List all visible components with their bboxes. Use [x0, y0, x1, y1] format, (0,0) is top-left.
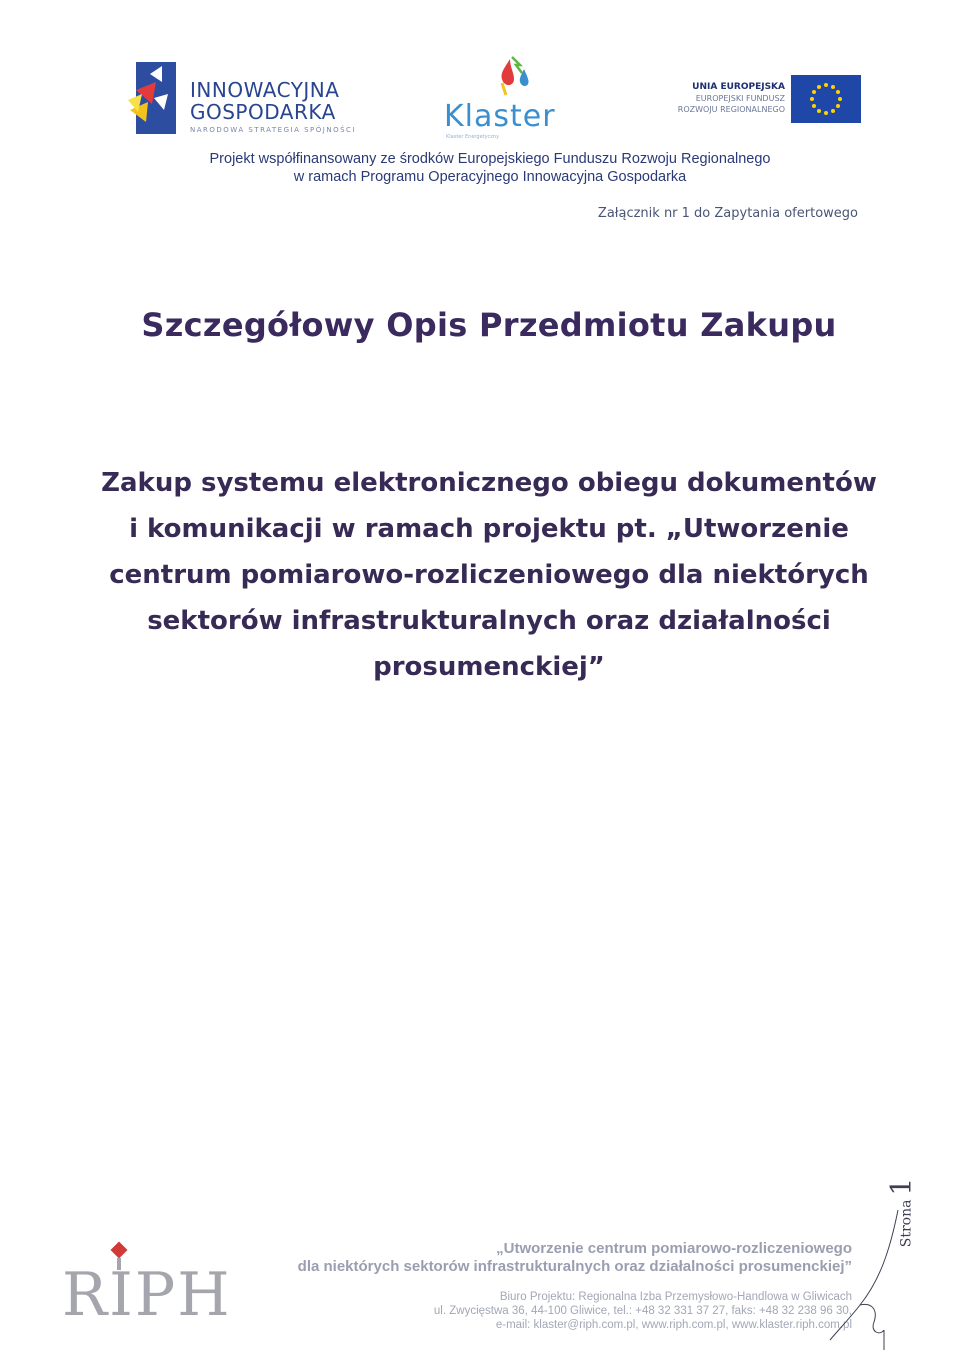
document-subject [60, 460, 918, 690]
footer-project-name [240, 1240, 852, 1276]
innowacyjna-gospodarka-logo [128, 60, 358, 140]
footer-office-info [300, 1290, 852, 1332]
eu-stars-icon [791, 75, 861, 123]
subject-line-3: centrum pomiarowo-rozliczeniowego dla niektórych [109, 560, 869, 590]
footer-project-line-1: „Utworzenie centrum pomiarowo-rozliczeniowego [496, 1240, 852, 1257]
gospodarka-text: GOSPODARKA [190, 100, 336, 124]
eu-line-1: UNIA EUROPEJSKA [692, 82, 785, 92]
strategy-text: NARODOWA STRATEGIA SPÓJNOŚCI [190, 126, 356, 134]
subject-line-2: i komunikacji w ramach projektu pt. „Utworzenie [129, 514, 849, 544]
klaster-logo [438, 55, 588, 140]
subject-line-1: Zakup systemu elektronicznego obiegu dokumentów [101, 468, 877, 498]
page-curl-decoration [820, 1210, 910, 1350]
subject-line-5: prosumenckiej” [373, 652, 605, 682]
footer-project-line-2: dla niektórych sektorów infrastrukturalnych oraz działalności prosumenckiej” [297, 1258, 852, 1275]
riph-letters: RIPH [62, 1260, 232, 1330]
page-number: 1 [884, 1177, 918, 1196]
innowacyjna-gospodarka-emblem [128, 60, 180, 136]
eu-logo [640, 75, 865, 127]
cofinancing-statement [120, 150, 860, 186]
footer-office-line-2: ul. Zwycięstwa 36, 44-100 Gliwice, tel.: +48 32 331 37 27, faks: +48 32 238 96 30, [433, 1305, 852, 1317]
footer-office-line-1: Biuro Projektu: Regionalna Izba Przemysłowo-Handlowa w Gliwicach [499, 1291, 852, 1303]
cofinancing-line-1: Projekt współfinansowany ze środków Europejskiego Funduszu Rozwoju Regionalnego [209, 151, 771, 167]
klaster-wordmark: Klaster [444, 99, 556, 134]
eu-line-3: ROZWOJU REGIONALNEGO [677, 105, 785, 114]
cofinancing-line-2: w ramach Programu Operacyjnego Innowacyjna Gospodarka [293, 169, 687, 185]
innowacyjna-text: INNOWACYJNA [190, 78, 340, 102]
page-label-text: Strona [898, 1199, 915, 1248]
riph-logo [62, 1240, 232, 1335]
klaster-drop-icon [480, 55, 540, 105]
subject-line-4: sektorów infrastrukturalnych oraz działalności [147, 606, 831, 636]
eu-flag-icon [791, 75, 861, 123]
attachment-label: Załącznik nr 1 do Zapytania ofertowego [597, 206, 858, 221]
document-title: Szczegółowy Opis Przedmiotu Zakupu [141, 306, 837, 344]
footer-office-line-3: e-mail: klaster@riph.com.pl, www.riph.com.pl, www.klaster.riph.com.pl [495, 1319, 852, 1331]
eu-line-2: EUROPEJSKI FUNDUSZ [695, 94, 785, 103]
klaster-tagline: Klaster Energetyczny [446, 134, 500, 140]
